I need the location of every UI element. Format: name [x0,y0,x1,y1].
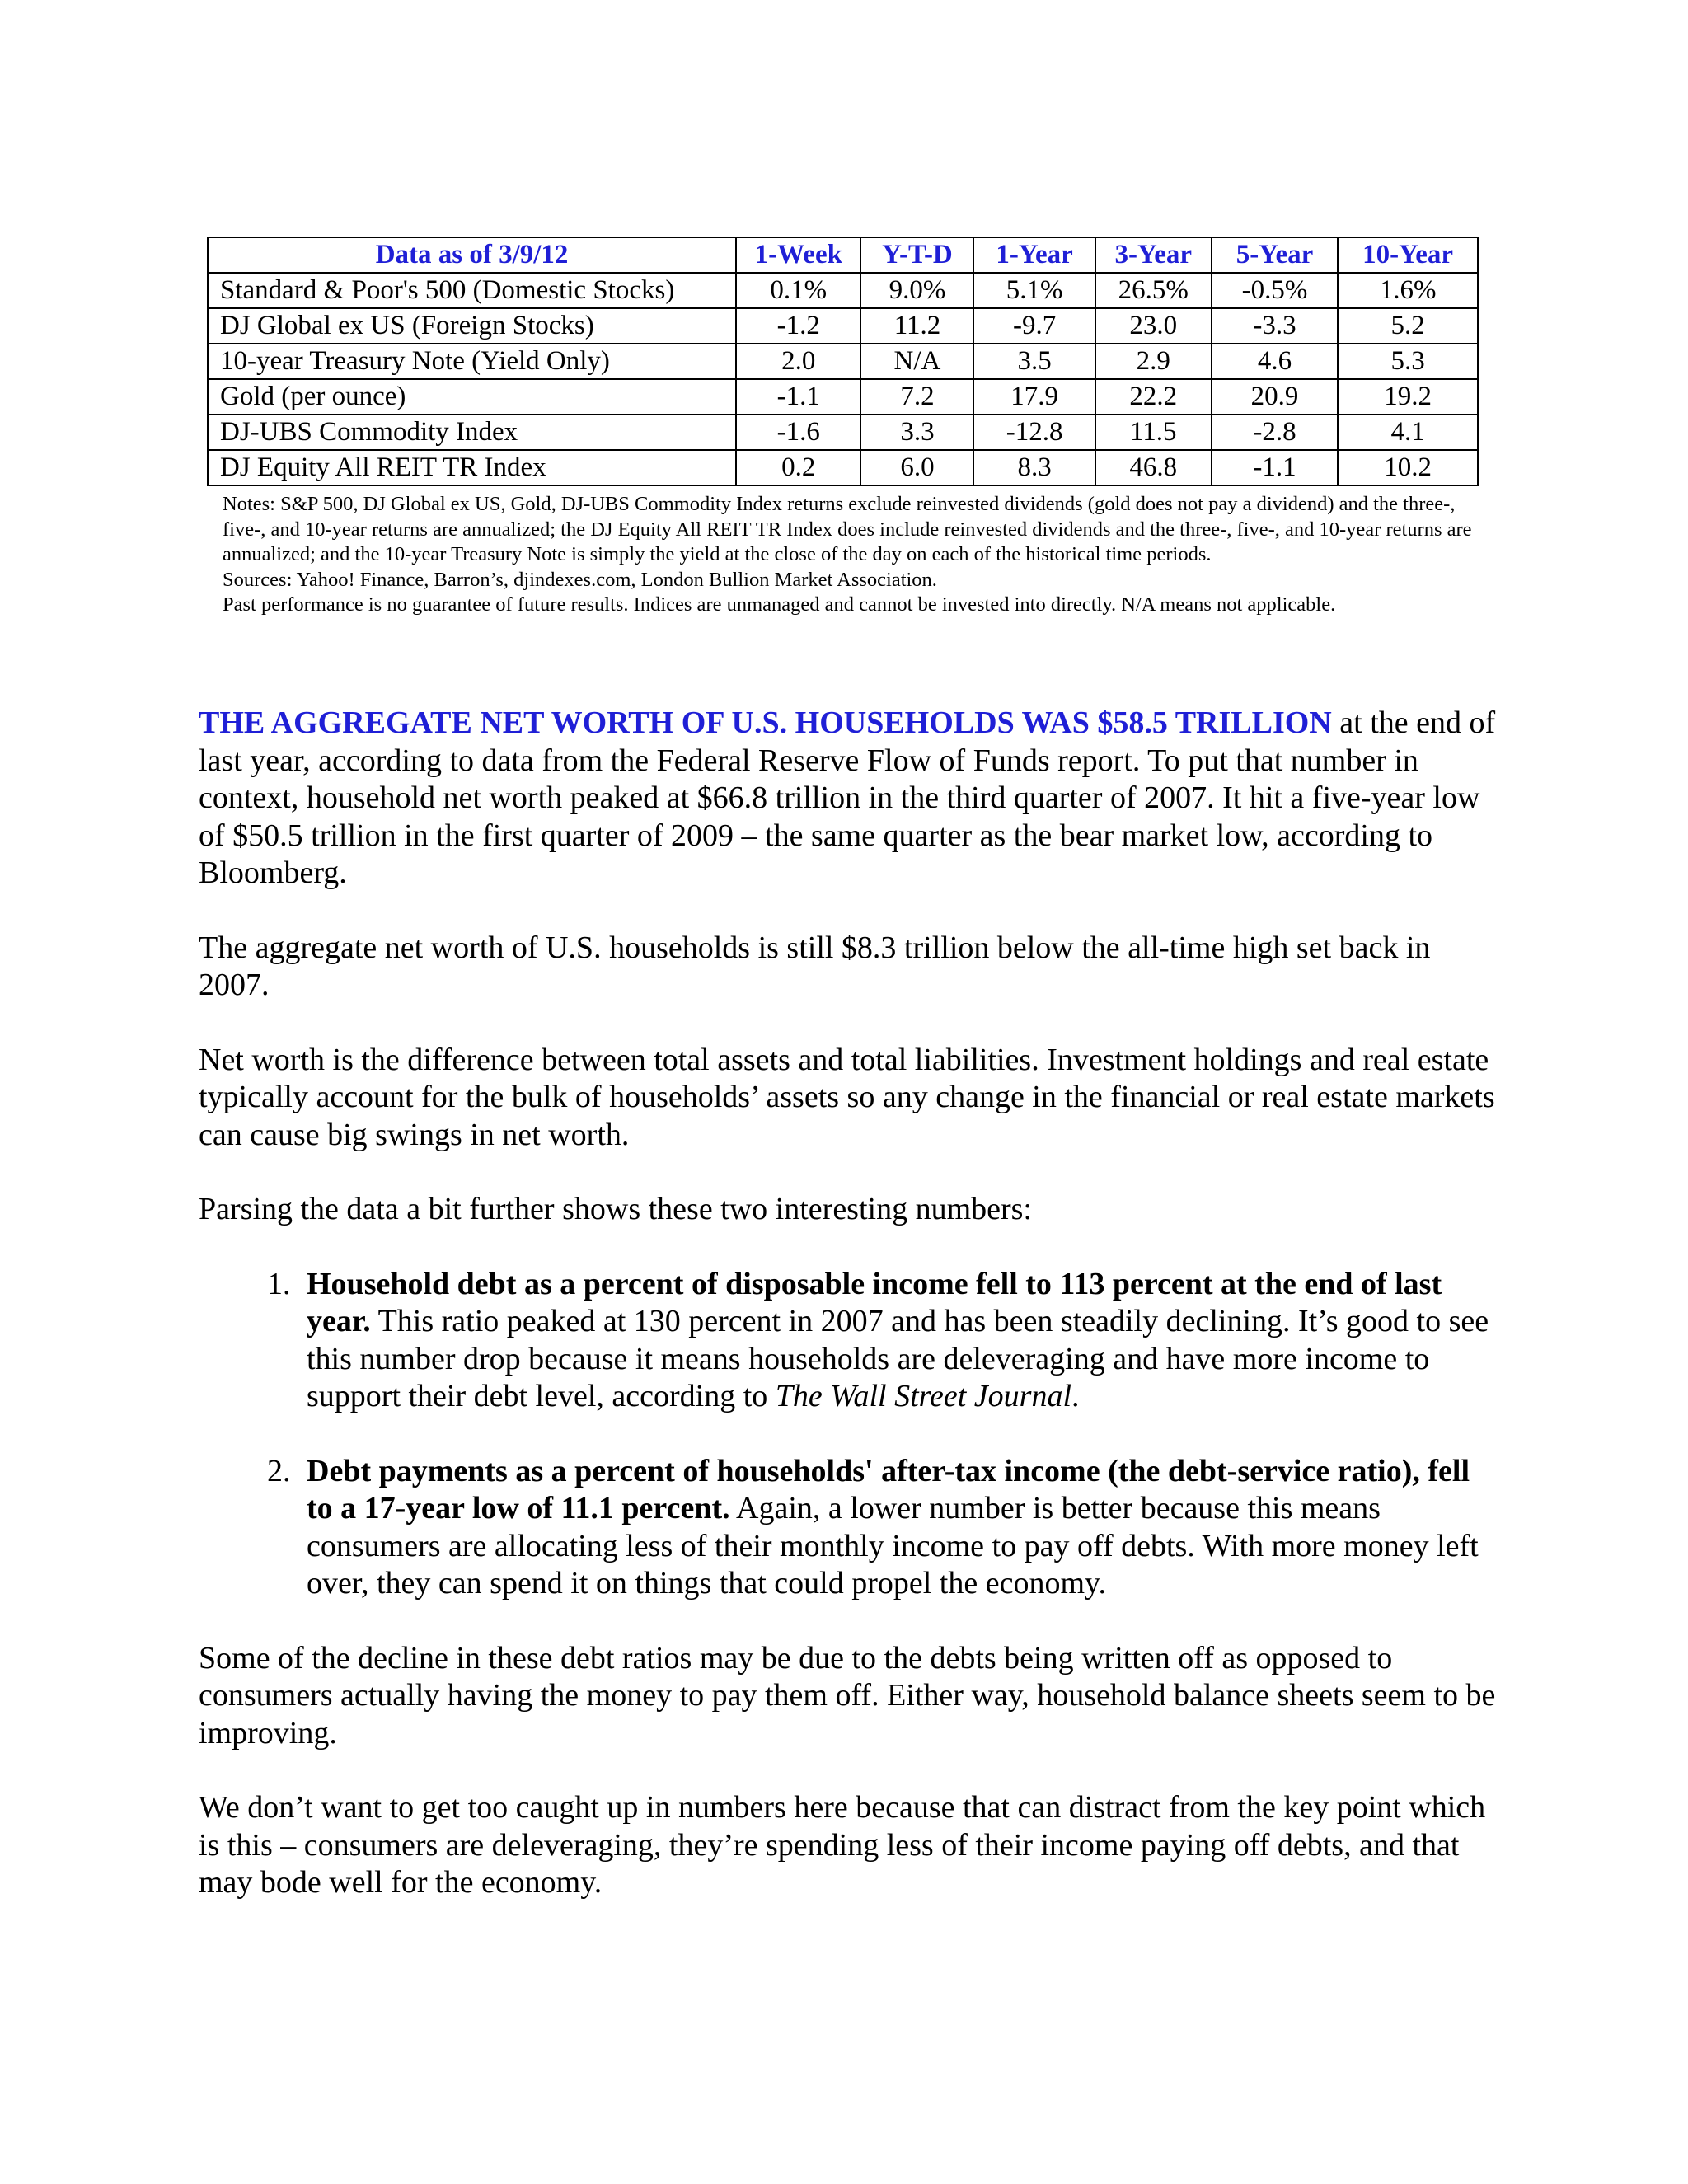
paragraph-debt-decline: Some of the decline in these debt ratios may be due to the debts being written off as opposed to consumers actually having the money to pay them off. Either way, household balance sheets seem to be improving. [199,1640,1496,1750]
table-cell: 3.3 [860,415,973,450]
table-cell: -12.8 [973,415,1095,450]
table-cell: -1.1 [1212,450,1338,485]
table-row [208,379,1478,415]
table-cell: 4.6 [1212,344,1338,379]
header-5-year: 5-Year [1212,237,1338,273]
table-cell: 8.3 [973,450,1095,485]
table-cell: 7.2 [860,379,973,415]
table-notes [223,492,1475,618]
table-cell: 19.2 [1338,379,1478,415]
table-cell: DJ Equity All REIT TR Index [208,450,736,485]
returns-table [207,237,1479,486]
table-cell: -3.3 [1212,308,1338,344]
table-cell: 5.2 [1338,308,1478,344]
table-cell: 11.2 [860,308,973,344]
list-item-text: This ratio peaked at 130 percent in 2007 and has been steadily declining. It’s good to see this number drop because it means households are deleveraging and have more income to support their debt level, according to [307,1304,1489,1413]
table-cell: DJ Global ex US (Foreign Stocks) [208,308,736,344]
table-row [208,308,1478,344]
table-cell: 17.9 [973,379,1095,415]
table-header-row [208,237,1478,273]
header-1-year: 1-Year [973,237,1095,273]
paragraph-text: at the end of last year, according to data from the Federal Reserve Flow of Funds report. To put that number in context, household net worth peaked at $66.8 trillion in the third quarter of 2007. It hit a five-year low of $50.5 trillion in the first quarter of 2009 – the same quarter as the bear market low, according to Bloomberg. [199,705,1496,890]
table-cell: 1.6% [1338,273,1478,308]
table-cell: Standard & Poor's 500 (Domestic Stocks) [208,273,736,308]
table-cell: Gold (per ounce) [208,379,736,415]
table-cell: 3.5 [973,344,1095,379]
table-cell: 10.2 [1338,450,1478,485]
header-ytd: Y-T-D [860,237,973,273]
table-cell: -0.5% [1212,273,1338,308]
table-cell: 11.5 [1095,415,1212,450]
list-item-italic: The Wall Street Journal [775,1379,1071,1413]
list-item-text: Again, a lower number is better because this means consumers are allocating less of their monthly income to pay off debts. With more money left over, they can spend it on things that could propel the economy. [307,1491,1479,1601]
table-cell: 6.0 [860,450,973,485]
table-cell: 2.9 [1095,344,1212,379]
table-cell: N/A [860,344,973,379]
table-row [208,450,1478,485]
notes-text: Notes: S&P 500, DJ Global ex US, Gold, DJ-UBS Commodity Index returns exclude reinvested dividends (gold does not pay a dividend) and the three-, five-, and 10-year returns are annualized; the DJ Equity All REIT TR Index does include reinvested dividends and the three-, five-, and 10-year returns are annualized; and the 10-year Treasury Note is simply the yield at the close of the day on each of the historical time periods. [223,493,1472,565]
table-cell: 22.2 [1095,379,1212,415]
table-cell: 9.0% [860,273,973,308]
header-data-as-of: Data as of 3/9/12 [208,237,736,273]
table-row [208,344,1478,379]
table-cell: 46.8 [1095,450,1212,485]
paragraph-net-worth [199,705,1501,893]
sources-text: Sources: Yahoo! Finance, Barron’s, djindexes.com, London Bullion Market Association. [223,568,937,591]
table-cell: 5.1% [973,273,1095,308]
list-item-bold: Household debt as a percent of disposable income fell to 113 percent at the end of last year. [307,1266,1442,1338]
header-1-week: 1-Week [736,237,860,273]
table-cell: -9.7 [973,308,1095,344]
article-body [199,705,1501,1939]
headline-net-worth: THE AGGREGATE NET WORTH OF U.S. HOUSEHOLDS WAS $58.5 TRILLION [199,705,1332,740]
table-cell: 26.5% [1095,273,1212,308]
table-row [208,273,1478,308]
table-cell: 5.3 [1338,344,1478,379]
table-cell: 0.2 [736,450,860,485]
table-cell: -2.8 [1212,415,1338,450]
list-item [298,1266,1501,1416]
list-item [298,1453,1501,1603]
paragraph-parsing-data: Parsing the data a bit further shows these two interesting numbers: [199,1192,1033,1226]
list-item-bold: Debt payments as a percent of households' after-tax income (the debt-service ratio), fell to a 17-year low of 11.1 percent. [307,1453,1470,1526]
header-3-year: 3-Year [1095,237,1212,273]
table-cell: 20.9 [1212,379,1338,415]
disclaimer-text: Past performance is no guarantee of future results. Indices are unmanaged and cannot be invested into directly. N/A means not applicable. [223,593,1336,616]
table-cell: 2.0 [736,344,860,379]
paragraph-below-high: The aggregate net worth of U.S. households is still $8.3 trillion below the all-time high set back in 2007. [199,930,1431,1002]
table-cell: -1.2 [736,308,860,344]
table-cell: 4.1 [1338,415,1478,450]
numbered-list [199,1266,1501,1603]
header-10-year: 10-Year [1338,237,1478,273]
list-item-end: . [1071,1379,1080,1413]
table-cell: -1.6 [736,415,860,450]
table-cell: DJ-UBS Commodity Index [208,415,736,450]
paragraph-net-worth-definition: Net worth is the difference between total assets and total liabilities. Investment holdings and real estate typically account for the bulk of households’ assets so any change in the financial or real estate markets can cause big swings in net worth. [199,1042,1495,1152]
table-cell: 10-year Treasury Note (Yield Only) [208,344,736,379]
table-cell: -1.1 [736,379,860,415]
table-row [208,415,1478,450]
paragraph-key-point: We don’t want to get too caught up in numbers here because that can distract from the key point which is this – consumers are deleveraging, they’re spending less of their income paying off debts, and that may bode well for the economy. [199,1790,1486,1900]
table-cell: 23.0 [1095,308,1212,344]
table-cell: 0.1% [736,273,860,308]
